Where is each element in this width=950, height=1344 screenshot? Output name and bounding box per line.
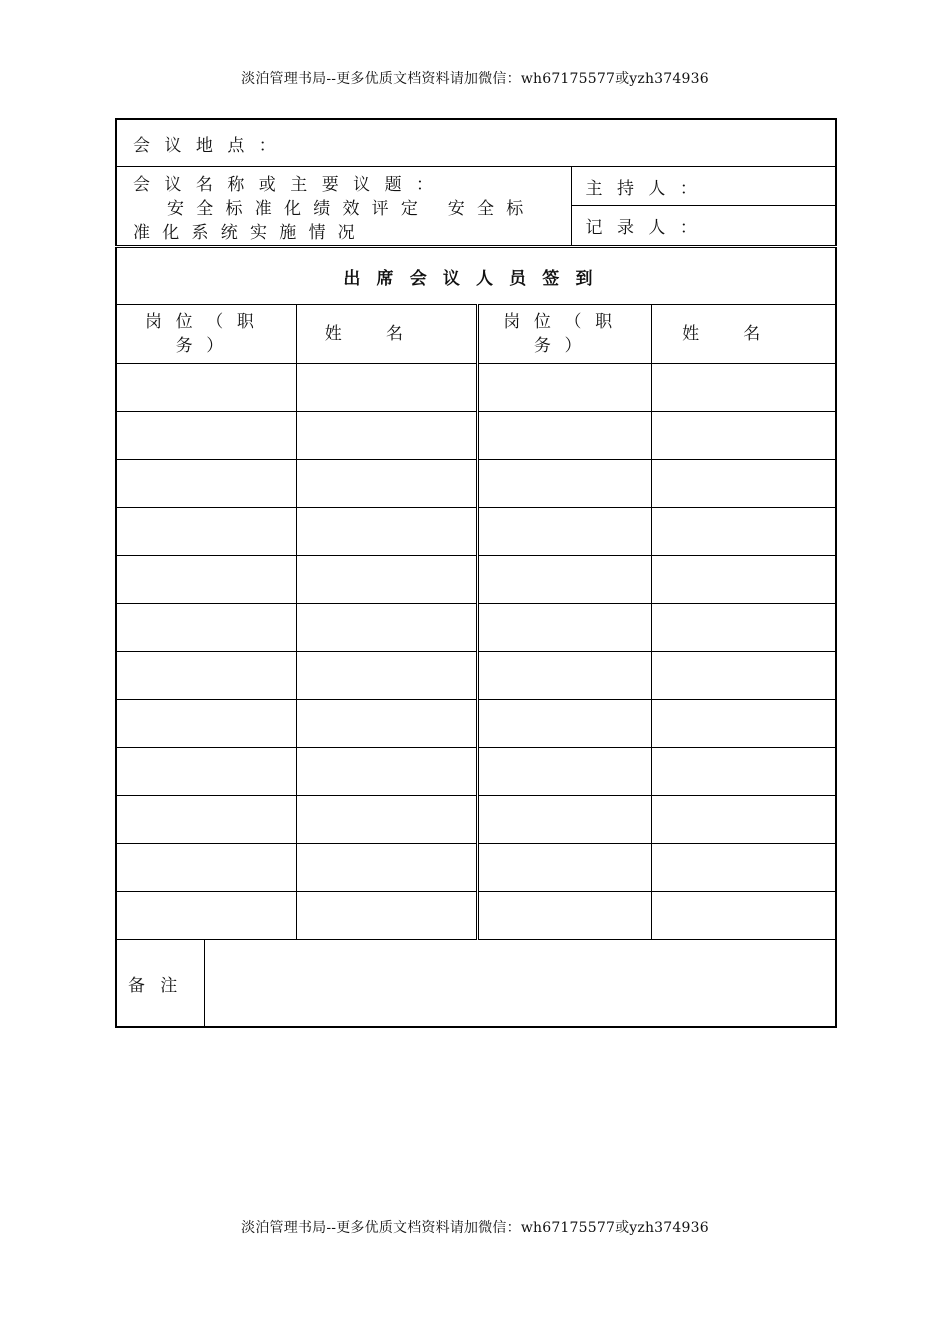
- recorder-label: 记录人：: [585, 218, 712, 239]
- position-cell[interactable]: [116, 700, 296, 748]
- name-cell[interactable]: [296, 652, 477, 700]
- position-cell[interactable]: [477, 556, 651, 604]
- signin-title: 出席会议人员签到: [116, 247, 836, 305]
- signin-row: [116, 364, 836, 412]
- name-cell[interactable]: [296, 460, 477, 508]
- name-cell[interactable]: [296, 604, 477, 652]
- signin-row: [116, 796, 836, 844]
- signin-row: [116, 556, 836, 604]
- name-cell[interactable]: [296, 508, 477, 556]
- name-cell[interactable]: [296, 748, 477, 796]
- signin-row: [116, 460, 836, 508]
- name-cell[interactable]: [651, 892, 836, 940]
- position-cell[interactable]: [477, 604, 651, 652]
- name-cell[interactable]: [296, 700, 477, 748]
- position-cell[interactable]: [116, 556, 296, 604]
- meeting-topic-label: 会议名称或主要议题：: [133, 175, 448, 195]
- column-header-label: 岗位（职务）: [145, 312, 268, 356]
- name-cell[interactable]: [651, 844, 836, 892]
- name-cell[interactable]: [651, 796, 836, 844]
- note-field[interactable]: [204, 940, 836, 1028]
- name-cell[interactable]: [651, 460, 836, 508]
- name-cell[interactable]: [651, 652, 836, 700]
- name-cell[interactable]: [651, 508, 836, 556]
- recorder-cell[interactable]: [571, 206, 836, 247]
- host-label: 主持人：: [585, 178, 712, 199]
- position-cell[interactable]: [477, 844, 651, 892]
- host-cell[interactable]: [571, 167, 836, 206]
- meeting-place-cell[interactable]: [116, 119, 836, 167]
- page-footer: 淡泊管理书局--更多优质文档资料请加微信：wh67175577或yzh374936: [241, 1220, 709, 1236]
- column-header-position-left: [116, 305, 296, 364]
- meeting-topic-value: 安全标准化绩效评定 安全标准化系统实施情况: [133, 199, 536, 243]
- position-cell[interactable]: [116, 652, 296, 700]
- name-cell[interactable]: [296, 556, 477, 604]
- position-cell[interactable]: [477, 460, 651, 508]
- meeting-place-label: 会议地点：: [133, 135, 291, 156]
- position-cell[interactable]: [116, 892, 296, 940]
- name-cell[interactable]: [296, 412, 477, 460]
- position-cell[interactable]: [477, 652, 651, 700]
- signin-rows: [116, 364, 836, 940]
- position-cell[interactable]: [116, 796, 296, 844]
- signin-row: [116, 748, 836, 796]
- signin-row: [116, 700, 836, 748]
- name-cell[interactable]: [651, 556, 836, 604]
- position-cell[interactable]: [477, 892, 651, 940]
- column-header-position-right: [477, 305, 651, 364]
- position-cell[interactable]: [477, 796, 651, 844]
- signin-row: [116, 508, 836, 556]
- position-cell[interactable]: [116, 748, 296, 796]
- name-cell[interactable]: [651, 700, 836, 748]
- position-cell[interactable]: [477, 412, 651, 460]
- meeting-signin-form: [115, 118, 837, 1028]
- position-cell[interactable]: [477, 364, 651, 412]
- position-cell[interactable]: [116, 364, 296, 412]
- signin-row: [116, 652, 836, 700]
- position-cell[interactable]: [116, 460, 296, 508]
- name-cell[interactable]: [296, 796, 477, 844]
- name-cell[interactable]: [296, 844, 477, 892]
- name-cell[interactable]: [296, 364, 477, 412]
- meeting-topic-cell[interactable]: [116, 167, 571, 247]
- page-header: 淡泊管理书局--更多优质文档资料请加微信：wh67175577或yzh374936: [241, 71, 709, 87]
- position-cell[interactable]: [116, 412, 296, 460]
- position-cell[interactable]: [116, 604, 296, 652]
- column-header-name-left: [296, 305, 477, 364]
- position-cell[interactable]: [477, 748, 651, 796]
- signin-row: [116, 604, 836, 652]
- position-cell[interactable]: [116, 508, 296, 556]
- name-cell[interactable]: [651, 748, 836, 796]
- column-header-label: 姓名: [682, 324, 805, 344]
- name-cell[interactable]: [296, 892, 477, 940]
- signin-row: [116, 844, 836, 892]
- name-cell[interactable]: [651, 604, 836, 652]
- column-header-name-right: [651, 305, 836, 364]
- column-header-label: 岗位（职务）: [503, 312, 626, 356]
- position-cell[interactable]: [116, 844, 296, 892]
- position-cell[interactable]: [477, 508, 651, 556]
- column-header-label: 姓名: [324, 324, 448, 344]
- signin-row: [116, 892, 836, 940]
- signin-row: [116, 412, 836, 460]
- note-label: 备注: [116, 940, 204, 1028]
- name-cell[interactable]: [651, 364, 836, 412]
- position-cell[interactable]: [477, 700, 651, 748]
- name-cell[interactable]: [651, 412, 836, 460]
